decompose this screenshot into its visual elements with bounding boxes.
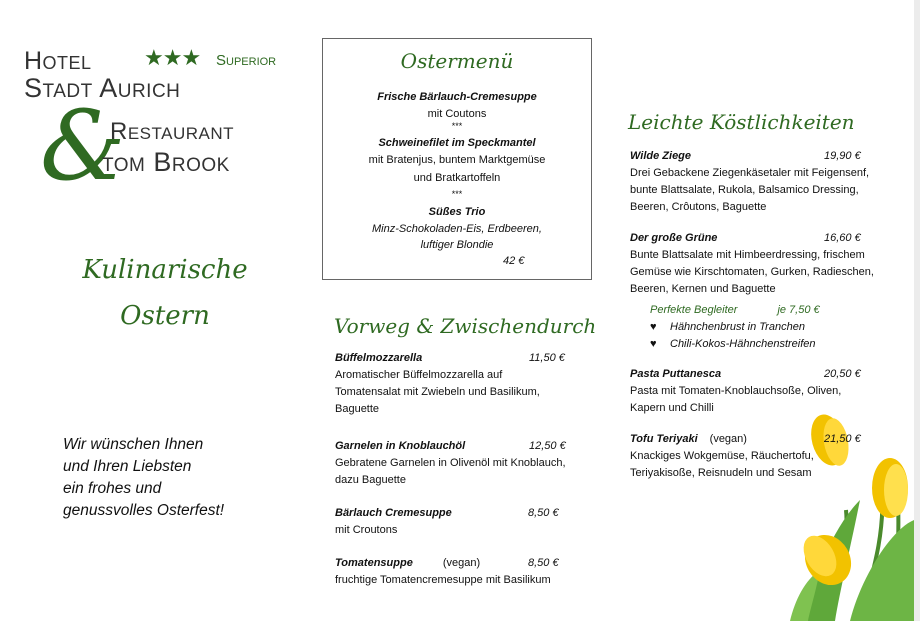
easter-menu-title: Ostermenü <box>400 49 514 73</box>
item-name: Bärlauch Cremesuppe <box>335 507 452 519</box>
item-name-text: Tomatensuppe <box>335 557 413 569</box>
side-options-label: Perfekte Begleiter <box>650 304 738 316</box>
course-separator: *** <box>451 189 463 199</box>
side-options <box>650 302 820 353</box>
section-title-vorweg: Vorweg & Zwischendurch <box>334 314 597 338</box>
side-options-price: je 7,50 € <box>777 304 820 316</box>
desc-line: Baguette <box>335 403 380 415</box>
easter-menu-box <box>322 38 592 280</box>
course-separator: *** <box>451 121 463 131</box>
item-description <box>630 165 869 216</box>
menu-item <box>335 505 559 539</box>
item-description <box>335 572 551 589</box>
item-description <box>335 455 566 489</box>
course2-name: Schweinefilet im Speckmantel <box>378 137 536 149</box>
item-name: Pasta Puttanesca <box>630 368 722 380</box>
menu-item <box>630 230 874 298</box>
side-options-header <box>650 302 820 319</box>
greeting-line: Wir wünschen Ihnen <box>63 436 204 453</box>
desc-line: Teriyakisoße, Reisnudeln und Sesam <box>630 467 812 479</box>
greeting-line: genussvolles Osterfest! <box>63 502 225 519</box>
hotel-logo <box>18 40 298 202</box>
heart-bullet-icon: ♥ <box>650 321 657 333</box>
desc-line: Gebratene Garnelen in Olivenöl mit Knoblauch, <box>335 457 566 469</box>
easter-heading-line1: Kulinarische <box>82 255 248 285</box>
course3-desc: Minz-Schokoladen-Eis, Erdbeeren, <box>372 223 542 235</box>
item-name <box>335 555 551 572</box>
side-option-text: Hähnchenbrust in Tranchen <box>670 321 805 333</box>
course3-desc: luftiger Blondie <box>420 239 494 251</box>
logo-superior: Superior <box>216 52 277 69</box>
easter-menu-price: 42 € <box>503 255 525 267</box>
item-description <box>335 367 540 418</box>
menu-item <box>630 431 861 482</box>
greeting-line: und Ihren Liebsten <box>63 458 192 475</box>
item-name-text: Tofu Teriyaki <box>630 433 698 445</box>
logo-hotel: Hotel <box>24 47 92 75</box>
course2-desc: mit Bratenjus, buntem Marktgemüse <box>368 154 546 166</box>
easter-heading-line2: Ostern <box>120 301 210 331</box>
menu-item <box>630 148 869 216</box>
item-price: 8,50 € <box>528 507 559 519</box>
desc-line: Knackiges Wokgemüse, Räuchertofu, <box>630 450 814 462</box>
item-price: 21,50 € <box>824 433 861 445</box>
item-name: Büffelmozzarella <box>335 352 423 364</box>
menu-item <box>335 555 559 589</box>
menu-item <box>335 438 566 489</box>
item-price: 8,50 € <box>528 557 559 569</box>
side-option-text: Chili-Kokos-Hähnchenstreifen <box>670 338 816 350</box>
item-description <box>630 247 874 298</box>
side-option <box>650 319 820 336</box>
desc-line: mit Croutons <box>335 524 398 536</box>
desc-line: Gemüse wie Kirschtomaten, Gurken, Radieschen, <box>630 266 874 278</box>
desc-line: Pasta mit Tomaten-Knoblauchsoße, Oliven, <box>630 385 842 397</box>
section-title-leichte: Leichte Köstlichkeiten <box>628 110 855 134</box>
item-name <box>630 431 814 448</box>
item-description <box>630 448 814 482</box>
tulip-flower <box>884 464 908 516</box>
desc-line: Aromatischer Büffelmozzarella auf <box>335 369 503 381</box>
item-price: 16,60 € <box>824 232 861 244</box>
desc-line: Tomatensalat mit Zwiebeln und Basilikum, <box>335 386 540 398</box>
item-price: 11,50 € <box>529 352 565 364</box>
desc-line: Kapern und Chilli <box>630 402 714 414</box>
course1-name: Frische Bärlauch-Cremesuppe <box>377 91 537 103</box>
desc-line: bunte Blattsalate, Rukola, Balsamico Dressing, <box>630 184 859 196</box>
item-price: 12,50 € <box>529 440 566 452</box>
side-option <box>650 336 820 353</box>
easter-heading <box>60 247 270 339</box>
desc-line: fruchtige Tomatencremesuppe mit Basilikum <box>335 574 551 586</box>
easter-greeting <box>63 434 283 522</box>
desc-line: Beeren, Kernen und Baguette <box>630 283 776 295</box>
desc-line: Bunte Blattsalate mit Himbeerdressing, frischem <box>630 249 865 261</box>
desc-line: dazu Baguette <box>335 474 406 486</box>
item-description <box>335 522 452 539</box>
menu-item <box>335 350 565 418</box>
course3-name: Süßes Trio <box>428 206 486 218</box>
course2-desc: und Bratkartoffeln <box>413 172 501 184</box>
logo-ampersand: & <box>40 90 126 202</box>
page-edge <box>914 0 920 621</box>
desc-line: Beeren, Crôutons, Baguette <box>630 201 767 213</box>
logo-restaurant: Restaurant <box>110 118 235 145</box>
logo-stadt-aurich: Stadt Aurich <box>24 73 181 103</box>
item-name: Garnelen in Knoblauchöl <box>335 440 466 452</box>
item-name: Der große Grüne <box>630 232 718 244</box>
course1-desc: mit Coutons <box>427 108 487 120</box>
item-price: 19,90 € <box>824 150 861 162</box>
heart-bullet-icon: ♥ <box>650 338 657 350</box>
tulip-decoration <box>790 380 914 621</box>
item-price: 20,50 € <box>824 368 861 380</box>
logo-tom-brook: tom Brook <box>102 147 230 177</box>
item-name: Wilde Ziege <box>630 150 692 162</box>
desc-line: Drei Gebackene Ziegenkäsetaler mit Feigensenf, <box>630 167 870 179</box>
greeting-line: ein frohes und <box>63 480 162 497</box>
item-note: (vegan) <box>442 557 481 569</box>
item-note: (vegan) <box>709 433 747 445</box>
logo-stars: ★★★ <box>144 45 201 70</box>
